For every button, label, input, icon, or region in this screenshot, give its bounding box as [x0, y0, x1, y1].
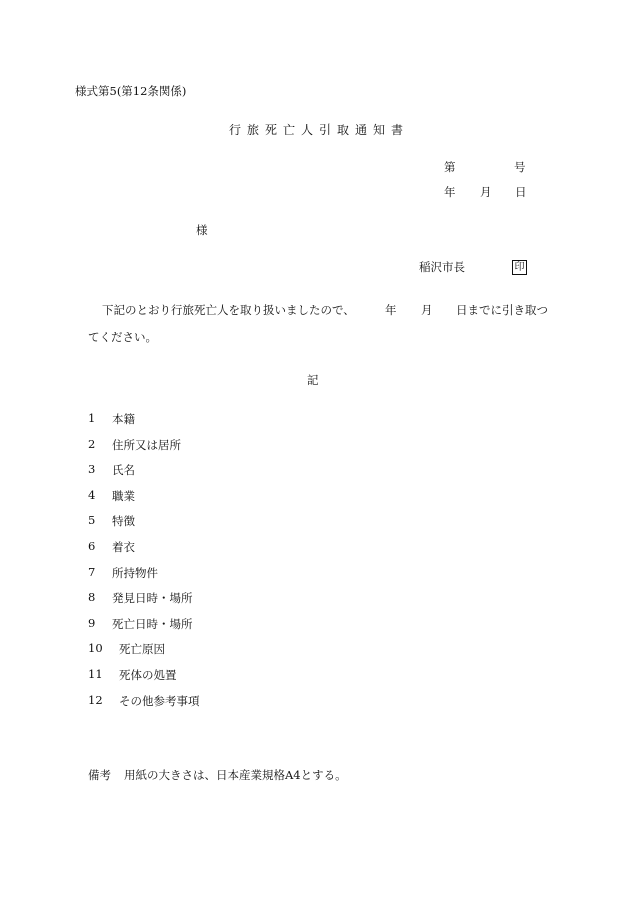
date-day: 日	[515, 185, 527, 199]
item-label: 氏名	[112, 463, 135, 478]
list-item	[88, 667, 200, 693]
item-number: 6	[88, 538, 96, 553]
document-title: 行旅死亡人引取通知書	[229, 123, 410, 137]
item-label: 本籍	[112, 412, 135, 426]
item-label: 着衣	[112, 539, 135, 554]
item-number: 4	[88, 487, 96, 502]
date-month: 月	[480, 185, 492, 199]
list-item	[88, 565, 200, 591]
item-number: 12	[88, 692, 103, 707]
seal-icon: 印	[512, 260, 527, 275]
list-item	[88, 437, 200, 463]
remarks-label: 備考	[88, 768, 111, 782]
item-number: 7	[88, 564, 96, 579]
list-item	[88, 641, 200, 667]
list-item	[88, 462, 200, 488]
item-number: 9	[88, 615, 96, 630]
list-item	[88, 616, 200, 642]
item-number: 3	[88, 462, 96, 477]
item-label: 死亡原因	[119, 642, 165, 657]
addressee-suffix: 様	[196, 223, 208, 237]
item-label: 死体の処置	[119, 667, 177, 682]
number-suffix: 号	[514, 160, 526, 174]
item-label: 所持物件	[112, 565, 158, 580]
item-number: 1	[88, 411, 96, 425]
list-item	[88, 513, 200, 539]
body-text-line2: てください。	[88, 330, 157, 344]
list-item	[88, 590, 200, 616]
remarks-text: 用紙の大きさは、日本産業規格A4とする。	[124, 768, 347, 782]
item-label: 職業	[112, 488, 135, 503]
item-label: 住所又は居所	[112, 437, 181, 452]
date-year: 年	[444, 185, 456, 199]
item-number: 8	[88, 590, 96, 605]
list-item	[88, 539, 200, 565]
item-label: 特徴	[112, 514, 135, 529]
body-year: 年	[385, 303, 397, 317]
ki-heading: 記	[307, 373, 319, 387]
body-text-part1: 下記のとおり行旅死亡人を取り扱いましたので、	[102, 303, 355, 317]
list-item	[88, 488, 200, 514]
form-label: 様式第5(第12条関係)	[75, 84, 187, 98]
item-number: 11	[88, 666, 103, 681]
list-item	[88, 693, 200, 719]
item-number: 5	[88, 513, 96, 528]
issuer-name: 稲沢市長	[419, 260, 465, 274]
item-list	[88, 411, 200, 718]
seal-box	[512, 260, 527, 275]
item-label: その他参考事項	[119, 693, 200, 708]
body-month: 月	[421, 303, 433, 317]
number-prefix: 第	[444, 160, 456, 174]
item-label: 死亡日時・場所	[112, 616, 193, 631]
list-item	[88, 411, 200, 437]
item-number: 10	[88, 641, 103, 656]
body-text-part2: 日までに引き取つ	[456, 303, 548, 317]
item-label: 発見日時・場所	[112, 591, 193, 606]
item-number: 2	[88, 436, 96, 451]
